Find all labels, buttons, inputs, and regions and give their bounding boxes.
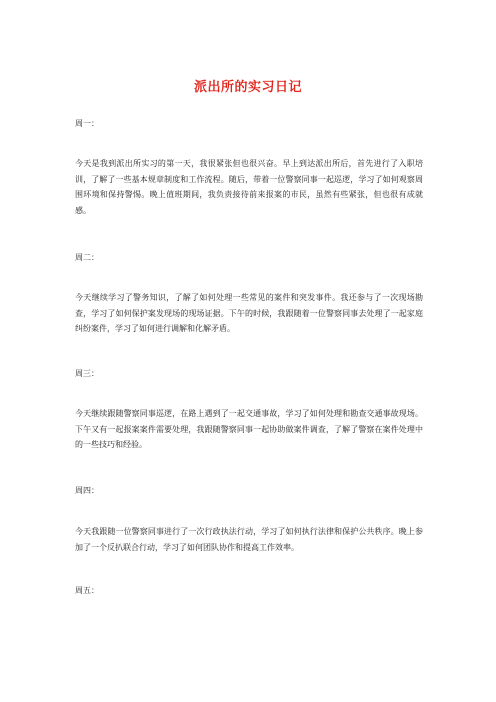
entry-heading-monday: 周一： — [75, 119, 99, 128]
entry-body-tuesday: 今天继续学习了警务知识，了解了如何处理一些常见的案件和突发事件。我还参与了一次现场勘查，学习了如何保护案发现场的现场证据。下午的时候，我跟随着一位警察同事去处理了一起家庭纠纷案件，学习了如何进行调解和化解矛盾。 — [75, 293, 423, 333]
entry-heading-tuesday: 周二： — [75, 253, 99, 262]
entry-body-wednesday: 今天继续跟随警察同事巡逻，在路上遇到了一起交通事故，学习了如何处理和勘查交通事故现场。下午又有一起报案案件需要处理，我跟随警察同事一起协助做案件调查，了解了警察在案件处理中的一些技巧和经验。 — [75, 409, 423, 449]
entry-heading-thursday: 周四： — [75, 486, 99, 495]
entry-body-monday: 今天是我到派出所实习的第一天，我很紧张但也很兴奋。早上到达派出所后，首先进行了入职培训，了解了一些基本规章制度和工作流程。随后，带着一位警察同事一起巡逻，学习了如何观察周围环境和保持警惕。晚上值班期间，我负责接待前来报案的市民，虽然有些紧张，但也很有成就感。 — [75, 159, 423, 215]
entry-heading-wednesday: 周三： — [75, 369, 99, 378]
entry-body-thursday: 今天我跟随一位警察同事进行了一次行政执法行动，学习了如何执行法律和保护公共秩序。晚上参加了一个反扒联合行动，学习了如何团队协作和提高工作效率。 — [75, 527, 423, 552]
document-title: 派出所的实习日记 — [193, 80, 302, 95]
entry-heading-friday: 周五： — [75, 586, 99, 595]
